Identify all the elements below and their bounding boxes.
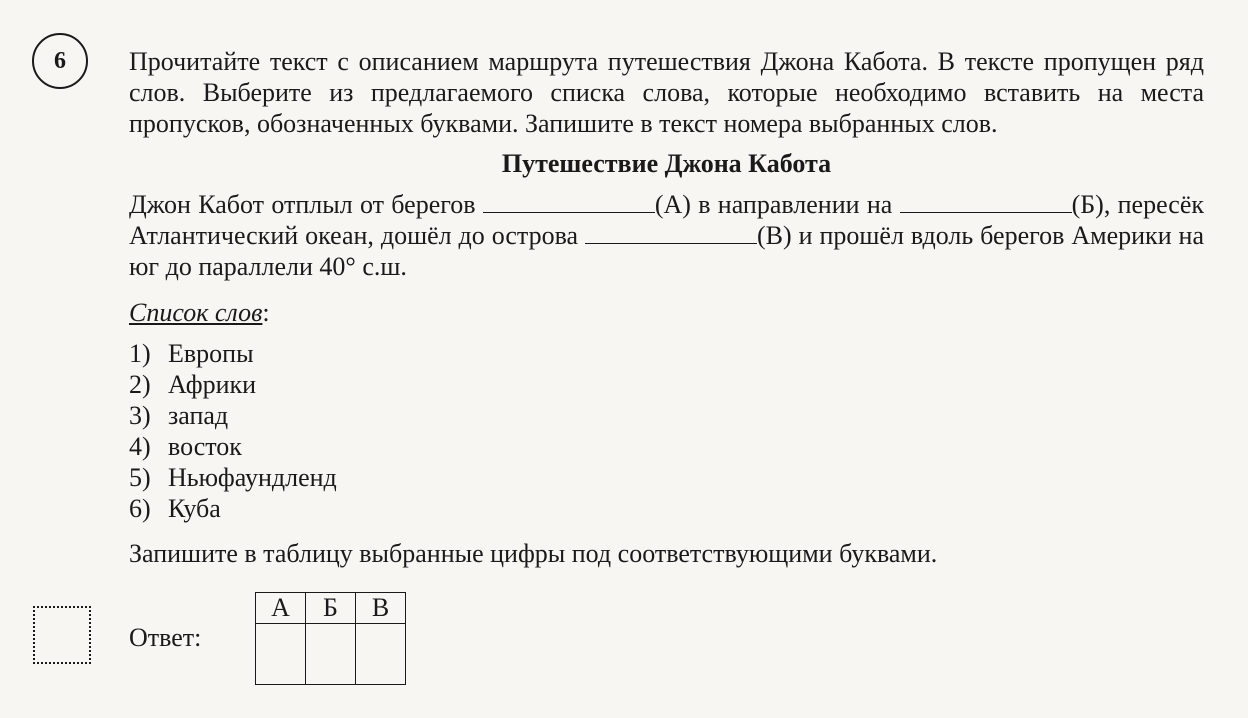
answer-column-a: А	[256, 593, 306, 624]
answer-label: Ответ:	[129, 623, 202, 652]
answer-instruction: Запишите в таблицу выбранные цифры под соответствующими буквами.	[129, 539, 938, 568]
answer-table-row	[256, 624, 406, 685]
list-item-number: 6)	[129, 494, 151, 523]
passage-part-2: в направлении на	[690, 190, 900, 219]
answer-table-header	[256, 593, 406, 624]
list-item-number: 1)	[129, 339, 151, 368]
passage-part-1: Джон Кабот отплыл от берегов	[129, 190, 483, 219]
answer-cell-c[interactable]	[356, 624, 406, 685]
passage-text	[129, 189, 1204, 282]
blank-c-mark: (В)	[757, 221, 792, 250]
passage-part-4: и прошёл вдоль берегов Америки на юг до параллели 40° с.ш.	[129, 221, 1204, 281]
list-item-number: 2)	[129, 370, 151, 399]
word-list-heading-text: Список слов	[129, 298, 263, 327]
list-item-number: 5)	[129, 463, 151, 492]
list-item	[129, 338, 1204, 369]
word-list-heading	[129, 297, 1204, 328]
passage-part-3: пересёк Атлантический океан, дошёл до острова	[129, 190, 1204, 250]
blank-c[interactable]	[585, 223, 757, 244]
list-item	[129, 493, 1204, 524]
list-item-word: запад	[168, 401, 229, 430]
question-content	[129, 46, 1204, 569]
list-item	[129, 431, 1204, 462]
answer-cell-b[interactable]	[306, 624, 356, 685]
blank-b[interactable]	[900, 192, 1072, 213]
list-item-number: 4)	[129, 432, 151, 461]
blank-a[interactable]	[483, 192, 655, 213]
list-item-word: Ньюфаундленд	[168, 463, 337, 492]
passage-title: Путешествие Джона Кабота	[501, 149, 832, 178]
list-item-word: Куба	[168, 494, 221, 523]
question-prompt: Прочитайте текст с описанием маршрута путешествия Джона Кабота. В тексте пропущен ряд слов. Выберите из предлагаемого списка слова, которые необходимо вставить на места пропусков, обозначенных буквами. Запишите в текст номера выбранных слов.	[129, 47, 1204, 138]
list-item-number: 3)	[129, 401, 151, 430]
list-item	[129, 400, 1204, 431]
answer-column-b: Б	[306, 593, 356, 624]
score-box	[33, 606, 91, 664]
question-number: 6	[32, 33, 88, 89]
answer-table	[255, 592, 406, 685]
list-item	[129, 369, 1204, 400]
word-list-colon: :	[262, 298, 270, 327]
answer-cell-a[interactable]	[256, 624, 306, 685]
list-item-word: Европы	[168, 339, 254, 368]
list-item-word: Африки	[168, 370, 257, 399]
blank-a-mark: (А)	[654, 190, 691, 219]
answer-column-c: В	[356, 593, 406, 624]
blank-b-mark: (Б),	[1071, 190, 1111, 219]
list-item	[129, 462, 1204, 493]
list-item-word: восток	[168, 432, 242, 461]
word-list	[129, 338, 1204, 524]
